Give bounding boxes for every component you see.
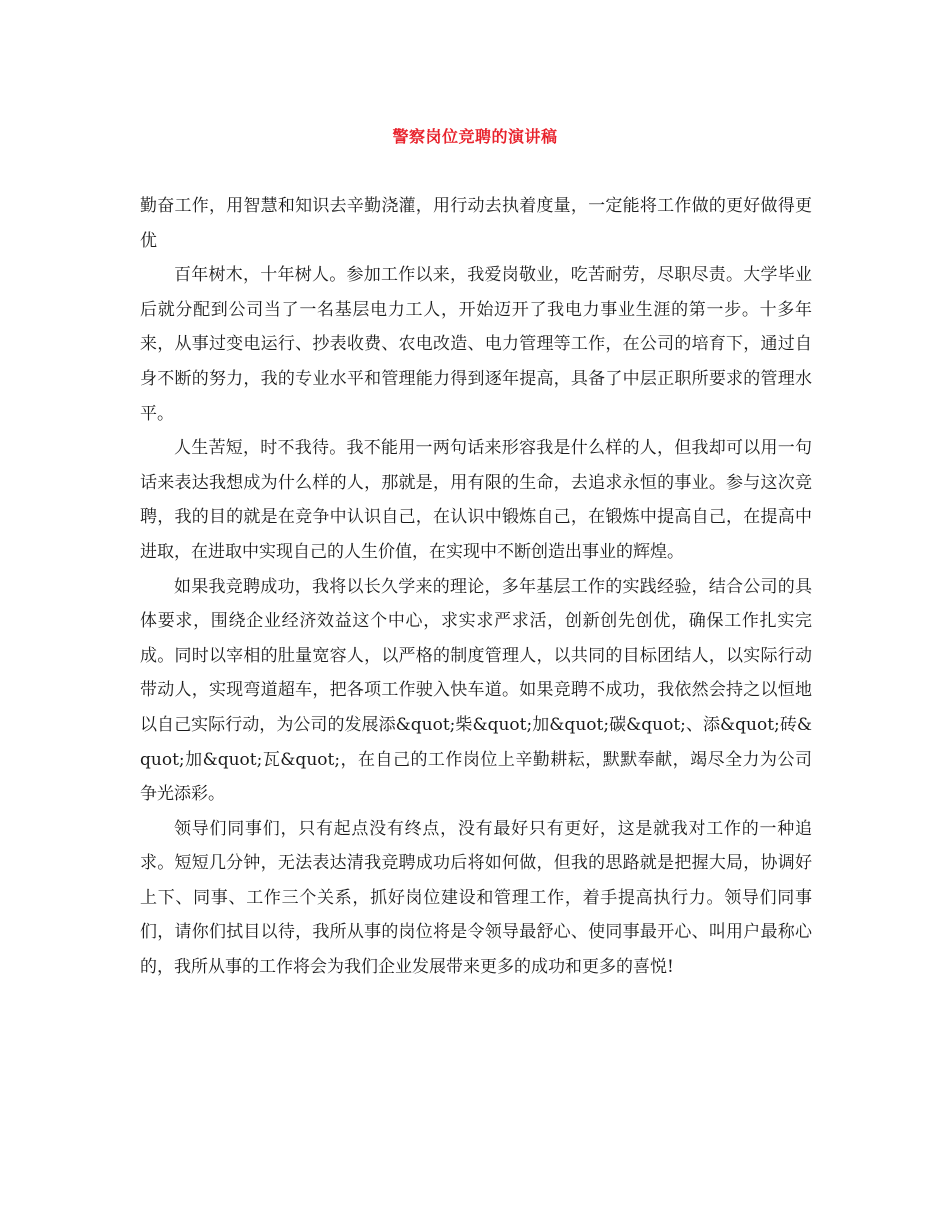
paragraph-career: 百年树木，十年树人。参加工作以来，我爱岗敬业，吃苦耐劳，尽职尽责。大学毕业后就分配到公司当了一名基层电力工人，开始迈开了我电力事业生涯的第一步。十多年来，从事过变电运行、抄表收费、农电改造、电力管理等工作，在公司的培育下，通过自身不断的努力，我的专业水平和管理能力得到逐年提高，具备了中层正职所要求的管理水平。 [140, 265, 812, 424]
paragraph-closing: 领导们同事们，只有起点没有终点，没有最好只有更好，这是就我对工作的一种追求。短短几分钟，无法表达清我竞聘成功后将如何做，但我的思路就是把握大局，协调好上下、同事、工作三个关系，抓好岗位建设和管理工作，着手提高执行力。领导们同事们，请你们拭目以待，我所从事的岗位将是令领导最舒心、使同事最开心、叫用户最称心的，我所从事的工作将会为我们企业发展带来更多的成功和更多的喜悦! [140, 818, 812, 978]
document-body [140, 189, 812, 985]
document-title: 警察岗位竞聘的演讲稿 [392, 127, 558, 146]
paragraph-continuation: 勤奋工作，用智慧和知识去辛勤浇灌，用行动去执着度量，一定能将工作做的更好做得更优 [140, 196, 812, 251]
paragraph-motivation: 人生苦短，时不我待。我不能用一两句话来形容我是什么样的人，但我却可以用一句话来表达我想成为什么样的人，那就是，用有限的生命，去追求永恒的事业。参与这次竞聘，我的目的就是在竞争中认识自己，在认识中锻炼自己，在锻炼中提高自己，在提高中进取，在进取中实现自己的人生价值，在实现中不断创造出事业的辉煌。 [140, 438, 812, 562]
paragraph-plan: 如果我竞聘成功，我将以长久学来的理论，多年基层工作的实践经验，结合公司的具体要求，围绕企业经济效益这个中心，求实求严求活，创新创先创优，确保工作扎实完成。同时以宰相的肚量宽容人，以严格的制度管理人，以共同的目标团结人，以实际行动带动人，实现弯道超车，把各项工作驶入快车道。如果竞聘不成功，我依然会持之以恒地以自己实际行动，为公司的发展添&quot;柴&quot;加&quot;碳&quot;、添&quot;砖&quot;加&quot;瓦&quot;，在自己的工作岗位上辛勤耕耘，默默奉献，竭尽全力为公司争光添彩。 [140, 576, 812, 805]
